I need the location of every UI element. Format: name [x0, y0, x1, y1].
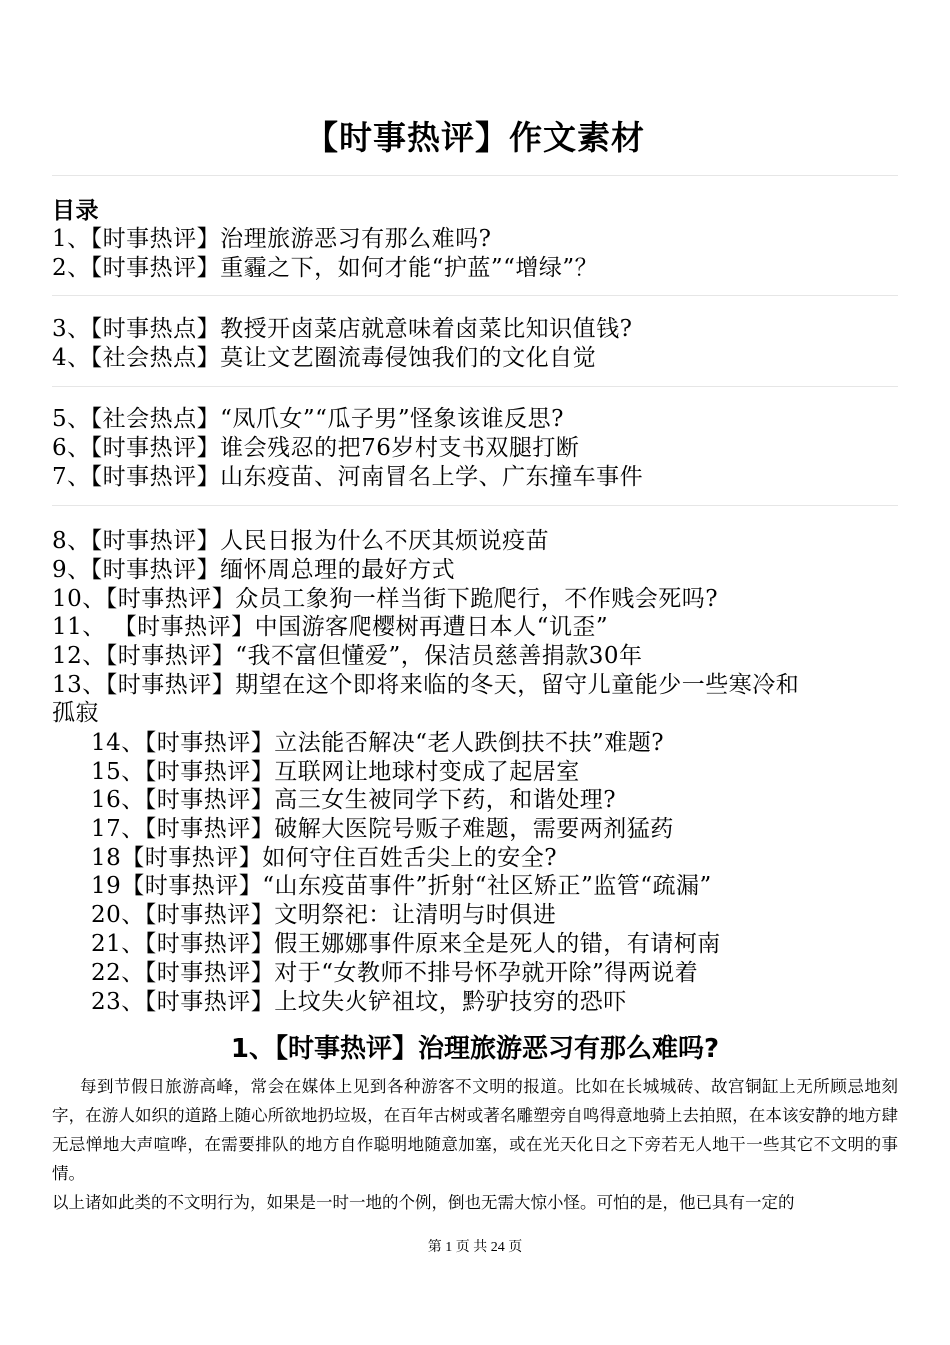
toc-item[interactable]: 17、【时事热评】破解大医院号贩子难题，需要两剂猛药: [91, 816, 674, 842]
toc-item[interactable]: 19【时事热评】“山东疫苗事件”折射“社区矫正”监管“疏漏”: [91, 873, 712, 899]
toc-item[interactable]: 7、【时事热评】山东疫苗、河南冒名上学、广东撞车事件: [52, 464, 644, 490]
toc-item[interactable]: 21、【时事热评】假王娜娜事件原来全是死人的错，有请柯南: [91, 931, 721, 957]
body-paragraph: 每到节假日旅游高峰，常会在媒体上见到各种游客不文明的报道。比如在长城城砖、故宫铜缸上无所顾忌地刻字，在游人如织的道路上随心所欲地扔垃圾，在百年古树或著名雕塑旁自鸣得意地骑上去拍照，在本该安静的地方肆无忌惮地大声喧哗，在需要排队的地方自作聪明地随意加塞，或在光天化日之下旁若无人地干一些其它不文明的事情。: [52, 1077, 898, 1183]
divider: [52, 175, 898, 176]
toc-item[interactable]: 20、【时事热评】文明祭祀：让清明与时俱进: [91, 902, 557, 928]
toc-item[interactable]: 13、【时事热评】期望在这个即将来临的冬天，留守儿童能少一些寒冷和: [52, 672, 800, 698]
toc-item-continuation[interactable]: 孤寂: [52, 700, 99, 726]
toc-item[interactable]: 22、【时事热评】对于“女教师不排号怀孕就开除”得两说着: [91, 960, 699, 986]
toc-item[interactable]: 8、【时事热评】人民日报为什么不厌其烦说疫苗: [52, 528, 550, 554]
toc-item[interactable]: 1、【时事热评】治理旅游恶习有那么难吗?: [52, 226, 492, 252]
document-title: 【时事热评】作文素材: [305, 119, 645, 156]
toc-item[interactable]: 15、【时事热评】互联网让地球村变成了起居室: [91, 759, 580, 785]
toc-item[interactable]: 3、【时事热点】教授开卤菜店就意味着卤菜比知识值钱?: [52, 316, 633, 342]
divider: [52, 295, 898, 296]
toc-item[interactable]: 16、【时事热评】高三女生被同学下药，和谐处理?: [91, 787, 617, 813]
toc-item[interactable]: 23、【时事热评】上坟失火铲祖坟，黔驴技穷的恐吓: [91, 989, 627, 1015]
divider: [52, 386, 898, 387]
toc-item[interactable]: 18【时事热评】如何守住百姓舌尖上的安全?: [91, 845, 558, 871]
toc-item[interactable]: 10、【时事热评】众员工象狗一样当街下跪爬行，不作贱会死吗?: [52, 586, 719, 612]
toc-item[interactable]: 5、【社会热点】“凤爪女”“瓜子男”怪象该谁反思?: [52, 406, 564, 432]
toc-heading: 目录: [52, 197, 99, 224]
toc-item[interactable]: 11、 【时事热评】中国游客爬樱树再遭日本人“讥歪”: [52, 614, 609, 640]
toc-item[interactable]: 12、【时事热评】“我不富但懂爱”，保洁员慈善捐款30年: [52, 643, 643, 669]
toc-item[interactable]: 9、【时事热评】缅怀周总理的最好方式: [52, 557, 456, 583]
section-title: 1、【时事热评】治理旅游恶习有那么难吗?: [230, 1034, 720, 1064]
divider: [52, 505, 898, 506]
toc-item[interactable]: 14、【时事热评】立法能否解决“老人跌倒扶不扶”难题?: [91, 730, 665, 756]
toc-item[interactable]: 2、【时事热评】重霾之下，如何才能“护蓝”“增绿”？: [52, 255, 599, 281]
body-paragraph: 以上诸如此类的不文明行为，如果是一时一地的个例，倒也无需大惊小怪。可怕的是，他已具有一定的: [52, 1193, 795, 1212]
toc-item[interactable]: 4、【社会热点】莫让文艺圈流毒侵蚀我们的文化自觉: [52, 345, 597, 371]
toc-item[interactable]: 6、【时事热评】谁会残忍的把76岁村支书双腿打断: [52, 435, 580, 461]
page-footer: 第 1 页 共 24 页: [427, 1240, 523, 1255]
